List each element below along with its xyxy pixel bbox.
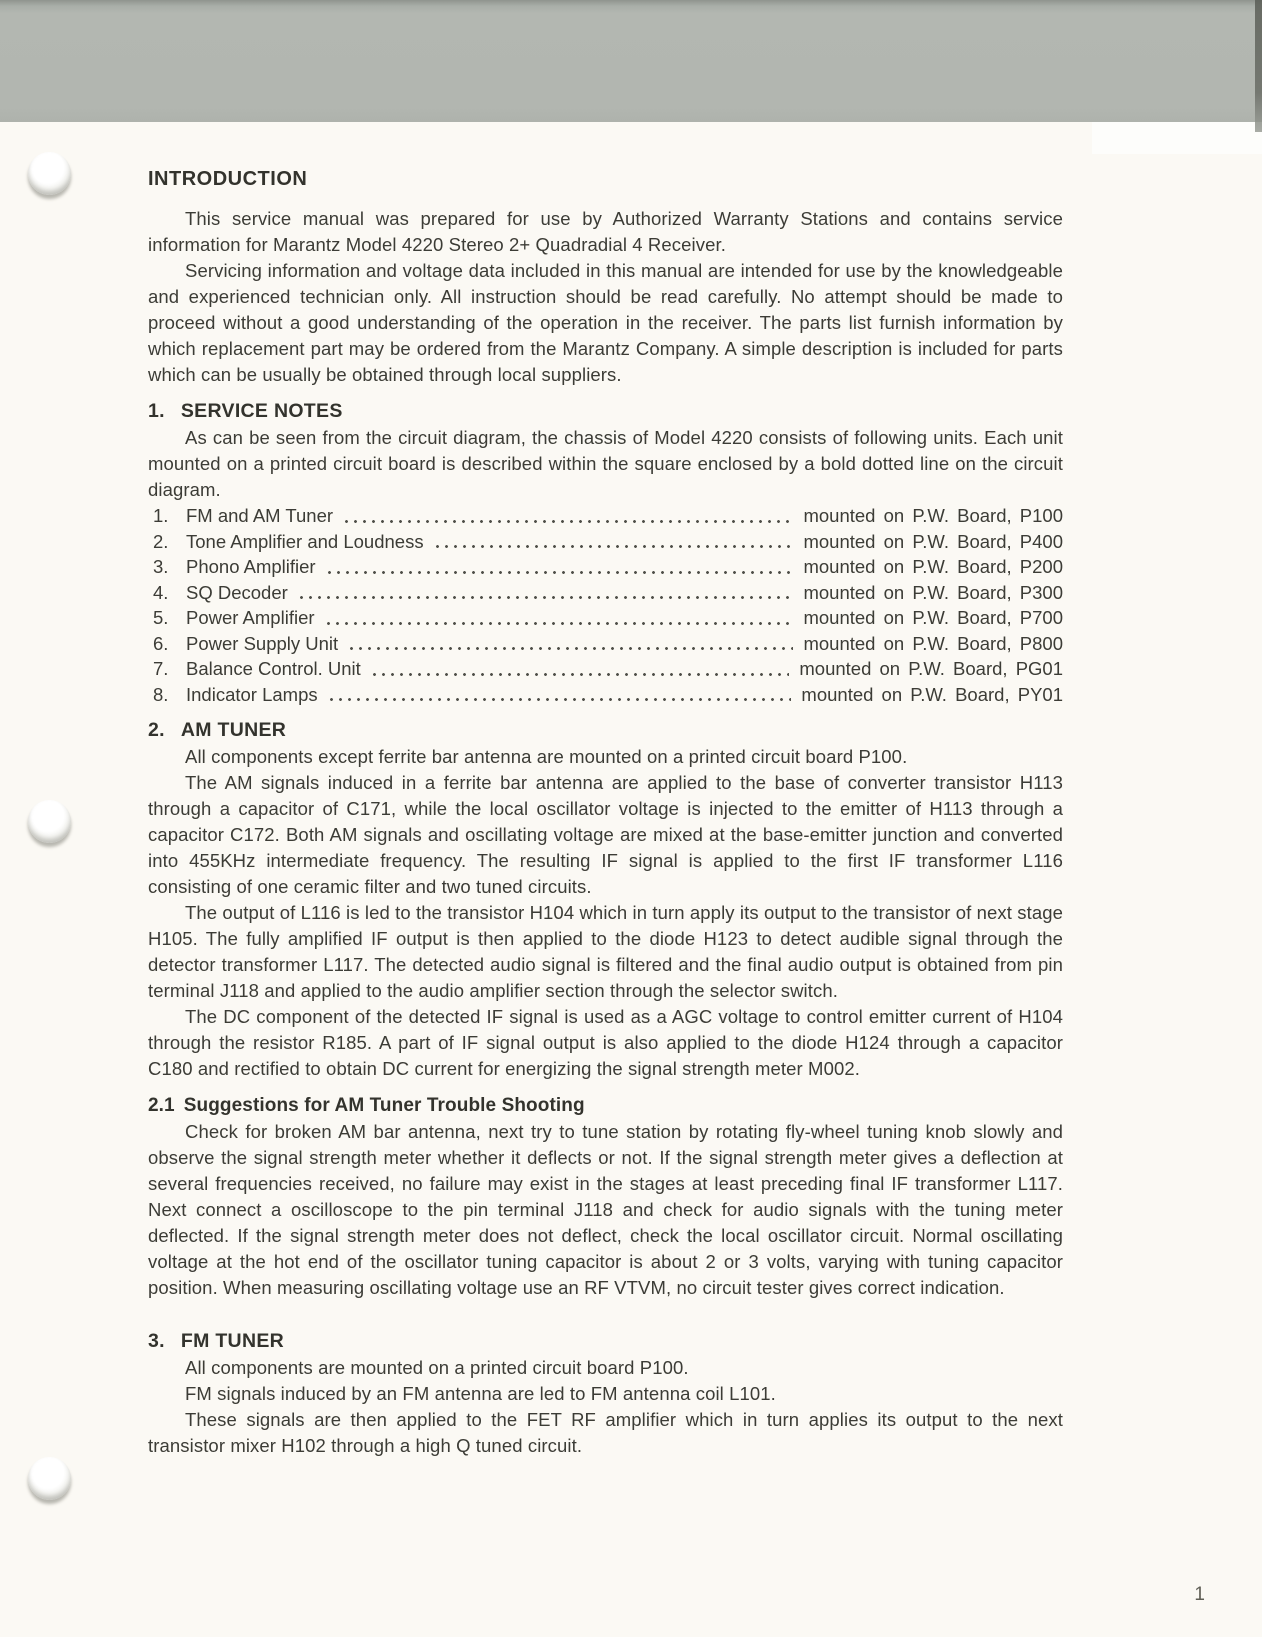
intro-paragraph-1: This service manual was prepared for use by Authorized Warranty Stations and contains service information for Marantz Model 4220 Stereo 2+ Quadradial 4 Receiver. xyxy=(148,208,1063,255)
list-item xyxy=(153,605,1063,631)
service-notes-intro: As can be seen from the circuit diagram, the chassis of Model 4220 consists of following units. Each unit mounted on a printed circuit board is described within the square enclosed by a bold dotted line on the circuit diagram. xyxy=(148,427,1063,500)
fm-tuner-heading-number: 3. xyxy=(148,1330,165,1352)
am-trouble-paragraph: Check for broken AM bar antenna, next try to tune station by rotating fly-wheel tuning knob slowly and observe the signal strength meter whether it deflects or not. If the signal strength meter gives a deflection at several frequencies received, no failure may exist in the stages at least preceding final IF transformer L117. Next connect a oscilloscope to the pin terminal J118 and check for audio signals with the tuning meter deflected. If the signal strength meter does not deflect, check the local oscillator circuit. Normal oscillating voltage at the hot end of the oscillator tuning capacitor is about 2 or 3 volts, varying with tuning capacitor position. When measuring oscillating voltage use an RF VTVM, no circuit tester gives correct indication. xyxy=(148,1121,1063,1298)
am-tuner-heading-number: 2. xyxy=(148,719,165,741)
list-item-label: SQ Decoder xyxy=(186,581,288,603)
dot-leader xyxy=(297,596,794,599)
list-item-label: Phono Amplifier xyxy=(186,556,316,577)
list-item-value: mounted on P.W. Board, P100 xyxy=(803,505,1063,526)
list-item-number: 4. xyxy=(153,581,169,603)
punch-hole-bottom xyxy=(28,1457,71,1500)
fm-tuner-heading-title: FM TUNER xyxy=(180,1330,285,1352)
list-item-number: 2. xyxy=(153,530,169,552)
fm-tuner-paragraph-1: All components are mounted on a printed circuit board P100. xyxy=(185,1357,689,1378)
am-tuner-paragraph-4: The DC component of the detected IF signal is used as a AGC voltage to control emitter current of H104 through the resistor R185. A part of IF signal output is also applied to the diode H124 through a capacitor C180 and rectified to obtain DC current for energizing the signal strength meter M002. xyxy=(148,1006,1063,1079)
intro-title: INTRODUCTION xyxy=(148,168,308,190)
list-item-value: mounted on P.W. Board, P800 xyxy=(803,632,1063,654)
dot-leader xyxy=(370,673,790,676)
am-tuner-paragraph-2: The AM signals induced in a ferrite bar antenna are applied to the base of converter transistor H113 through a capacitor of C171, while the local oscillator voltage is injected to the emitter of H113 through a capacitor C172. Both AM signals and oscillating voltage are mixed at the base-emitter junction and converted into 455KHz intermediate frequency. The resulting IF signal is applied to the first IF transformer L116 consisting of one ceramic filter and two tuned circuits. xyxy=(148,772,1063,897)
am-trouble-heading xyxy=(148,1092,1063,1119)
dot-leader xyxy=(342,520,793,523)
list-item-label: Indicator Lamps xyxy=(186,683,318,705)
list-item-label: Power Supply Unit xyxy=(186,632,339,654)
dot-leader xyxy=(327,698,792,701)
scan-edge-shadow xyxy=(1255,0,1262,132)
dot-leader xyxy=(324,622,794,625)
scan-top-band xyxy=(0,0,1262,122)
service-notes-heading xyxy=(148,398,1063,425)
list-item-value: mounted on P.W. Board, PY01 xyxy=(801,683,1063,705)
am-tuner-heading xyxy=(148,717,1063,744)
am-tuner-heading-title: AM TUNER xyxy=(180,719,287,741)
list-item-number: 3. xyxy=(153,556,169,577)
list-item-value: mounted on P.W. Board, P300 xyxy=(803,581,1063,603)
list-item-label: Tone Amplifier and Loudness xyxy=(186,530,424,552)
fm-tuner-paragraph-3: These signals are then applied to the FET RF amplifier which in turn applies its output to the next transistor mixer H102 through a high Q tuned circuit. xyxy=(148,1409,1063,1456)
dot-leader xyxy=(325,571,794,574)
list-item xyxy=(153,554,1063,580)
list-item xyxy=(153,631,1063,657)
service-notes-list xyxy=(153,503,1063,707)
list-item xyxy=(153,656,1063,682)
dot-leader xyxy=(433,545,794,548)
punch-hole-middle xyxy=(28,800,71,843)
scan-light-strip xyxy=(1092,122,1262,154)
list-item-value: mounted on P.W. Board, PG01 xyxy=(799,658,1063,679)
list-item xyxy=(153,503,1063,529)
list-item-label: FM and AM Tuner xyxy=(186,505,334,526)
service-notes-heading-number: 1. xyxy=(148,400,165,422)
am-tuner-paragraph-3: The output of L116 is led to the transistor H104 which in turn apply its output to the transistor of next stage H105. The fully amplified IF output is then applied to the diode H123 to detect audible signal through the detector transformer L117. The detected audio signal is filtered and the final audio output is obtained from pin terminal J118 and applied to the audio amplifier section through the selector switch. xyxy=(148,902,1063,1001)
list-item-number: 8. xyxy=(153,683,169,705)
am-trouble-heading-title: Suggestions for AM Tuner Trouble Shooting xyxy=(183,1095,585,1116)
list-item xyxy=(153,529,1063,555)
am-tuner-paragraph-1: All components except ferrite bar antenna are mounted on a printed circuit board P100. xyxy=(185,746,908,767)
fm-tuner-paragraph-2: FM signals induced by an FM antenna are led to FM antenna coil L101. xyxy=(185,1383,776,1404)
list-item-number: 7. xyxy=(153,658,169,679)
fm-tuner-heading xyxy=(148,1328,1063,1355)
list-item-value: mounted on P.W. Board, P700 xyxy=(803,607,1063,628)
list-item-label: Power Amplifier xyxy=(186,607,315,628)
page-content xyxy=(148,166,1063,1459)
list-item-value: mounted on P.W. Board, P200 xyxy=(803,556,1063,577)
list-item-number: 5. xyxy=(153,607,169,628)
list-item-label: Balance Control. Unit xyxy=(186,658,361,679)
am-trouble-heading-number: 2.1 xyxy=(148,1095,175,1116)
list-item-value: mounted on P.W. Board, P400 xyxy=(803,530,1063,552)
dot-leader xyxy=(347,647,793,650)
list-item-number: 6. xyxy=(153,632,169,654)
page-number: 1 xyxy=(1194,1584,1205,1605)
list-item xyxy=(153,580,1063,606)
intro-paragraph-2: Servicing information and voltage data included in this manual are intended for use by the knowledgeable and experienced technician only. All instruction should be read carefully. No attempt should be made to proceed without a good understanding of the operation in the receiver. The parts list furnish information by which replacement part may be ordered from the Marantz Company. A simple description is included for parts which can be usually be obtained through local suppliers. xyxy=(148,260,1063,385)
list-item xyxy=(153,682,1063,708)
list-item-number: 1. xyxy=(153,505,169,526)
punch-hole-top xyxy=(28,152,71,195)
service-notes-heading-title: SERVICE NOTES xyxy=(180,400,343,422)
